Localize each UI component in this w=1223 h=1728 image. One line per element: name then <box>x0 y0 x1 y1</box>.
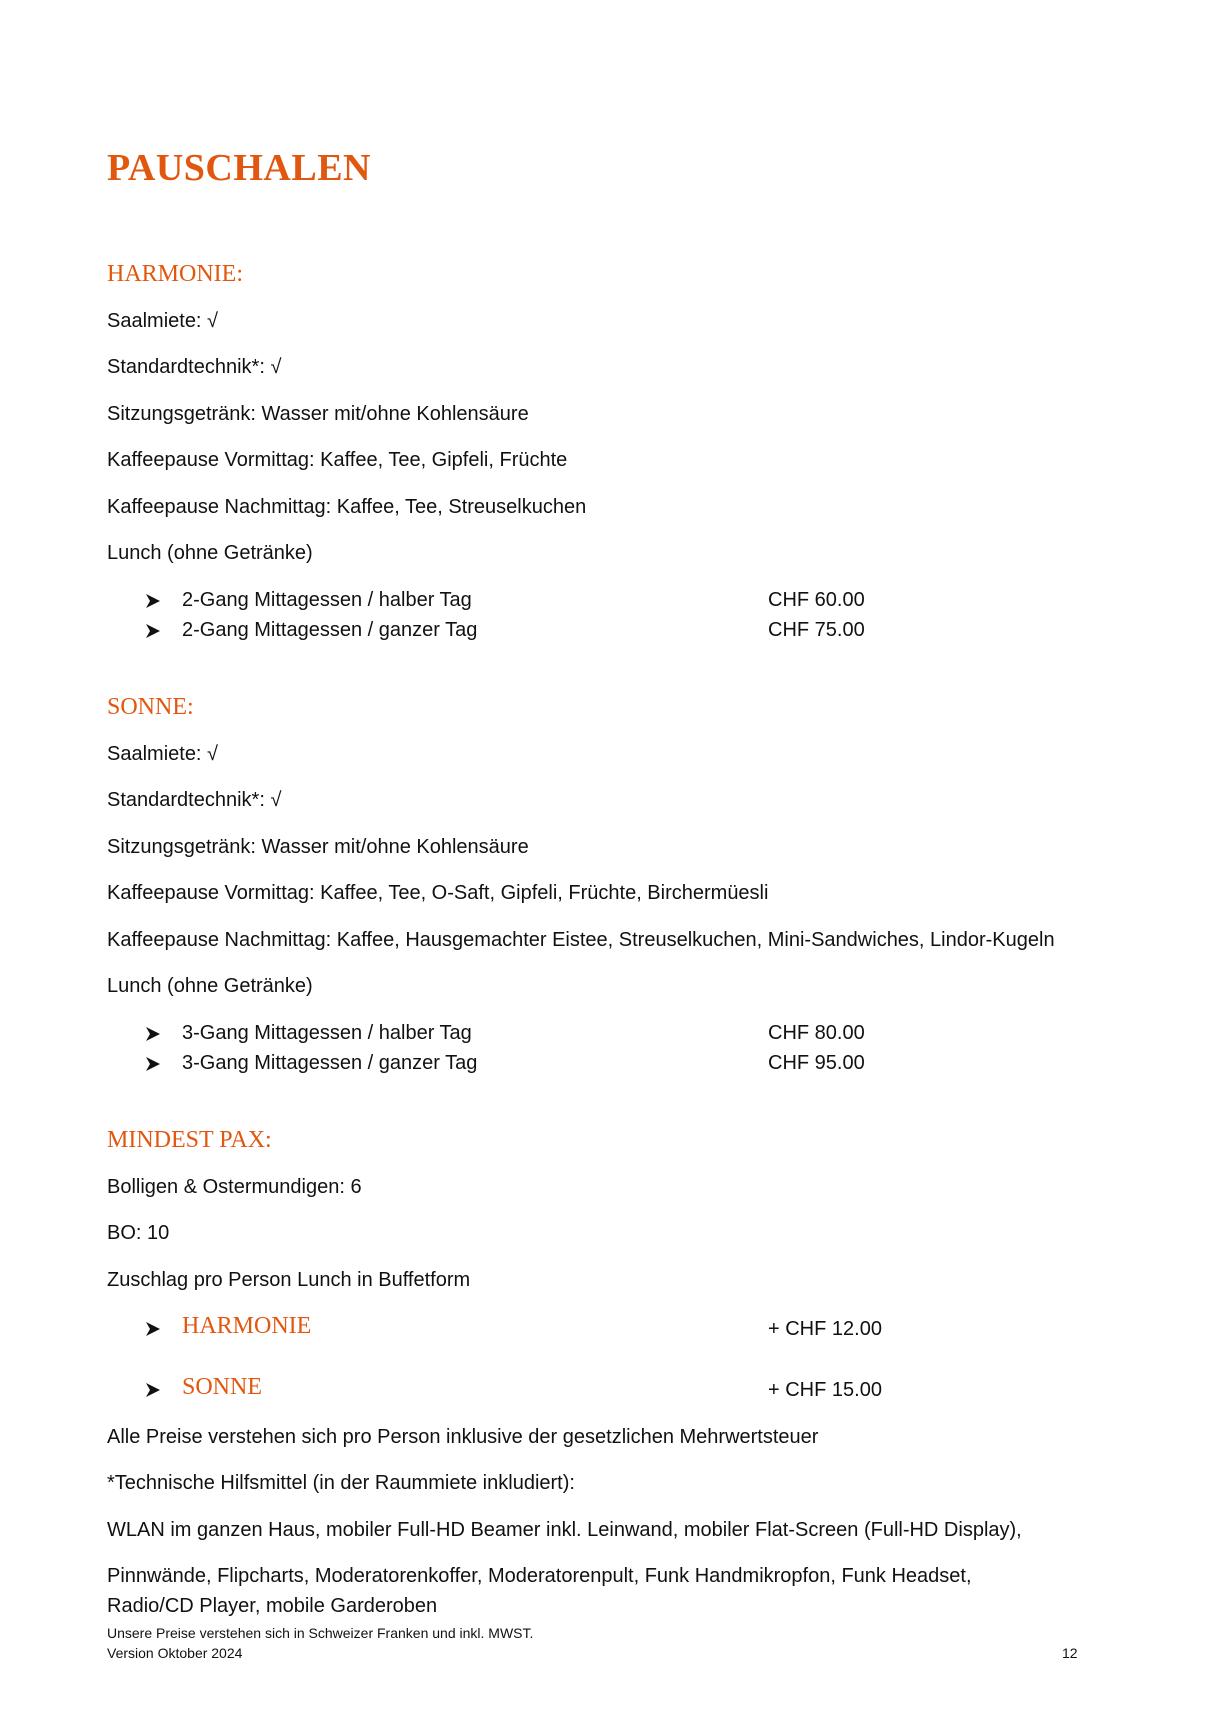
tech-line-3: Radio/CD Player, mobile Garderoben <box>107 1595 438 1617</box>
surcharge-price: + CHF 12.00 <box>768 1318 882 1340</box>
sonne-line-lunch: Lunch (ohne Getränke) <box>107 975 313 997</box>
surcharge-price: + CHF 15.00 <box>768 1379 882 1401</box>
harmonie-line-standardtechnik: Standardtechnik*: √ <box>107 356 282 378</box>
arrowhead-bullet-icon <box>145 593 161 609</box>
sonne-line-standardtechnik: Standardtechnik*: √ <box>107 789 282 811</box>
footer-version: Version Oktober 2024 <box>107 1645 243 1661</box>
option-price: CHF 80.00 <box>768 1022 865 1044</box>
harmonie-line-nachmittag: Kaffeepause Nachmittag: Kaffee, Tee, Streuselkuchen <box>107 496 587 518</box>
mindest-line-bolligen: Bolligen & Ostermundigen: 6 <box>107 1176 362 1198</box>
page-number: 12 <box>1062 1645 1078 1661</box>
arrowhead-bullet-icon <box>145 1026 161 1042</box>
surcharge-label: SONNE <box>182 1374 263 1400</box>
mindest-line-bo: BO: 10 <box>107 1222 170 1244</box>
arrowhead-bullet-icon <box>145 1056 161 1072</box>
prices-note: Alle Preise verstehen sich pro Person inklusive der gesetzlichen Mehrwertsteuer <box>107 1426 819 1448</box>
harmonie-line-lunch: Lunch (ohne Getränke) <box>107 542 313 564</box>
page-title: PAUSCHALEN <box>107 147 371 189</box>
mindest-pax-heading: MINDEST PAX: <box>107 1127 272 1153</box>
surcharge-label: HARMONIE <box>182 1313 312 1339</box>
harmonie-line-saalmiete: Saalmiete: √ <box>107 310 219 332</box>
arrowhead-bullet-icon <box>145 623 161 639</box>
harmonie-line-vormittag: Kaffeepause Vormittag: Kaffee, Tee, Gipfeli, Früchte <box>107 449 568 471</box>
option-price: CHF 60.00 <box>768 589 865 611</box>
harmonie-heading: HARMONIE: <box>107 261 243 287</box>
sonne-line-getraenk: Sitzungsgetränk: Wasser mit/ohne Kohlensäure <box>107 836 529 858</box>
harmonie-line-getraenk: Sitzungsgetränk: Wasser mit/ohne Kohlensäure <box>107 403 529 425</box>
arrowhead-bullet-icon <box>145 1321 161 1337</box>
tech-heading: *Technische Hilfsmittel (in der Raummiete inkludiert): <box>107 1472 575 1494</box>
option-price: CHF 75.00 <box>768 619 865 641</box>
tech-line-2: Pinnwände, Flipcharts, Moderatorenkoffer, Moderatorenpult, Funk Handmikropfon, Funk Headset, <box>107 1565 972 1587</box>
mindest-line-zuschlag: Zuschlag pro Person Lunch in Buffetform <box>107 1269 471 1291</box>
sonne-heading: SONNE: <box>107 694 194 720</box>
option-label: 3-Gang Mittagessen / halber Tag <box>182 1022 472 1044</box>
sonne-line-saalmiete: Saalmiete: √ <box>107 743 219 765</box>
option-price: CHF 95.00 <box>768 1052 865 1074</box>
option-label: 2-Gang Mittagessen / halber Tag <box>182 589 472 611</box>
option-label: 3-Gang Mittagessen / ganzer Tag <box>182 1052 478 1074</box>
tech-line-1: WLAN im ganzen Haus, mobiler Full-HD Beamer inkl. Leinwand, mobiler Flat-Screen (Full-HD Display), <box>107 1519 1022 1541</box>
option-label: 2-Gang Mittagessen / ganzer Tag <box>182 619 478 641</box>
sonne-line-nachmittag: Kaffeepause Nachmittag: Kaffee, Hausgemachter Eistee, Streuselkuchen, Mini-Sandwiches, Lindor-Kugeln <box>107 929 1055 951</box>
arrowhead-bullet-icon <box>145 1382 161 1398</box>
footer-currency-note: Unsere Preise verstehen sich in Schweizer Franken und inkl. MWST. <box>107 1625 534 1641</box>
sonne-line-vormittag: Kaffeepause Vormittag: Kaffee, Tee, O-Saft, Gipfeli, Früchte, Birchermüesli <box>107 882 769 904</box>
